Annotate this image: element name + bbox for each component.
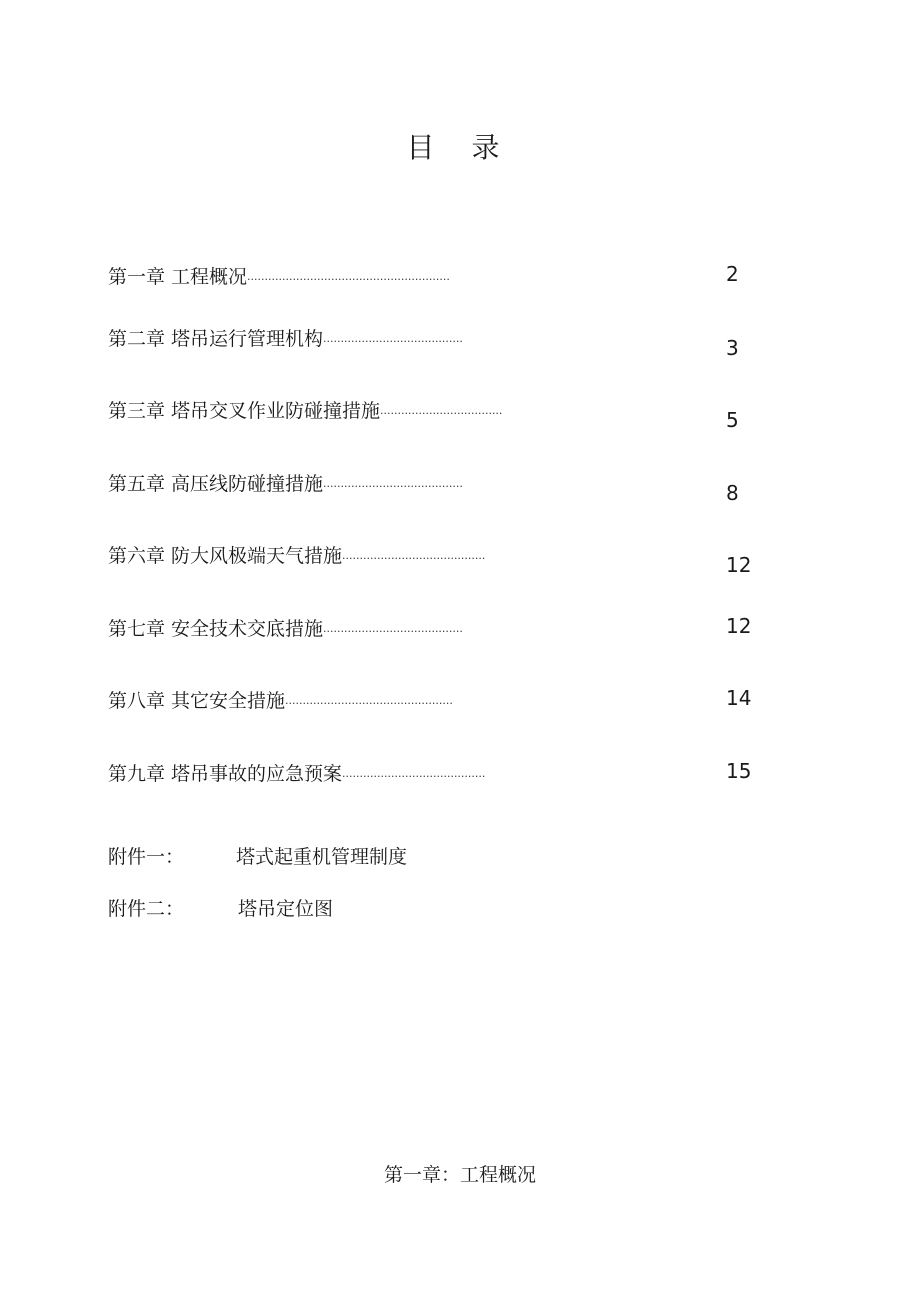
- toc-entry-page: 12: [726, 553, 752, 577]
- toc-entry-page: 2: [726, 262, 739, 286]
- toc-entry-page: 15: [726, 759, 752, 783]
- toc-title: 目 录: [406, 131, 514, 164]
- chapter-heading: 第一章：工程概况: [383, 1164, 536, 1186]
- toc-entry-label: 第九章 塔吊事故的应急预案·········································: [108, 763, 486, 785]
- toc-entry-page: 3: [726, 336, 739, 360]
- attachment-label: 附件二：: [108, 898, 185, 920]
- toc-entry-6[interactable]: [108, 614, 808, 654]
- toc-entry-2[interactable]: [108, 324, 808, 364]
- toc-entry-5[interactable]: [108, 541, 808, 581]
- toc-entry-label: 第一章 工程概况··························································: [108, 266, 450, 288]
- toc-entry-page: 12: [726, 614, 752, 638]
- toc-entry-page: 14: [726, 686, 752, 710]
- toc-entry-page: 8: [726, 481, 739, 505]
- attachment-name: 塔吊定位图: [238, 898, 334, 920]
- attachment-label: 附件一：: [108, 846, 185, 868]
- toc-entry-label: 第五章 高压线防碰撞措施········································: [108, 473, 463, 495]
- toc-entry-page: 5: [726, 408, 739, 432]
- toc-entry-7[interactable]: [108, 686, 808, 726]
- toc-entry-label: 第二章 塔吊运行管理机构········································: [108, 328, 463, 350]
- toc-entry-1[interactable]: [108, 262, 808, 302]
- toc-entry-8[interactable]: [108, 759, 808, 799]
- toc-entry-3[interactable]: [108, 396, 808, 436]
- toc-entry-label: 第三章 塔吊交叉作业防碰撞措施···································: [108, 400, 503, 422]
- toc-entry-label: 第六章 防大风极端天气措施·········································: [108, 545, 486, 567]
- toc-entry-label: 第七章 安全技术交底措施········································: [108, 618, 463, 640]
- attachment-1[interactable]: [108, 842, 408, 869]
- attachment-2[interactable]: [108, 894, 334, 921]
- toc-entry-label: 第八章 其它安全措施················································: [108, 690, 453, 712]
- toc-entry-4[interactable]: [108, 469, 808, 509]
- attachment-name: 塔式起重机管理制度: [236, 846, 408, 868]
